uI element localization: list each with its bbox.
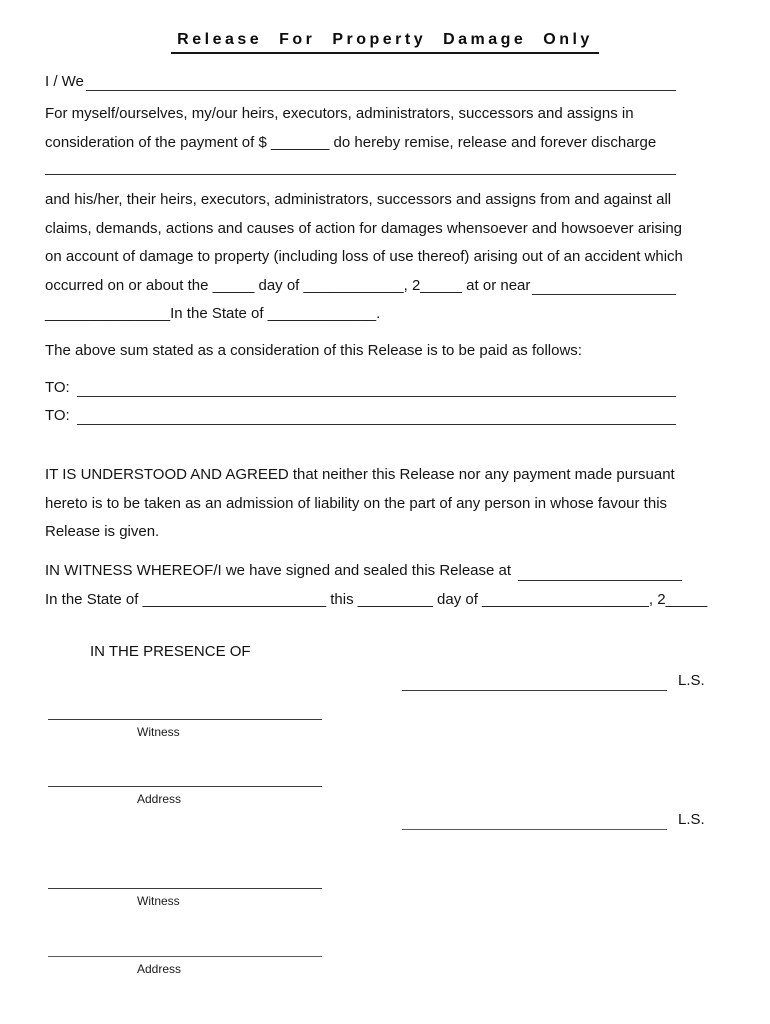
release-at-row <box>45 557 682 586</box>
release-line-4: occurred on or about the _____ day of ____________, 2_____ at or near <box>45 276 531 294</box>
release-place-field[interactable] <box>518 580 682 581</box>
discharged-party-field[interactable] <box>45 174 676 175</box>
agreement-paragraph <box>45 461 745 547</box>
opening-line-1: For myself/ourselves, my/our heirs, executors, administrators, successors and assigns in <box>45 105 634 122</box>
witness-clause <box>45 557 708 614</box>
witness-address-line-1[interactable] <box>48 786 322 787</box>
release-line-1: and his/her, their heirs, executors, administrators, successors and assigns from and against all <box>45 191 672 208</box>
page-title: Release For Property Damage Only <box>171 31 599 54</box>
i-we-row <box>45 74 676 96</box>
witness-clause-line-1: IN WITNESS WHEREOF/I we have signed and sealed this Release at <box>45 562 512 579</box>
presence-heading: IN THE PRESENCE OF <box>90 643 251 660</box>
payee-row-2 <box>45 405 676 430</box>
release-line-3: on account of damage to property (including loss of use thereof) arising out of an accident which <box>45 248 683 265</box>
accident-location-field[interactable] <box>532 294 676 295</box>
ls-label-2: L.S. <box>678 811 705 828</box>
payee-field-2[interactable] <box>77 424 676 425</box>
release-paragraph <box>45 186 683 329</box>
release-line-5: _______________In the State of _____________. <box>45 305 381 322</box>
agreement-line-1: IT IS UNDERSTOOD AND AGREED that neither this Release nor any payment made pursuant <box>45 466 675 483</box>
claimant-name-field[interactable] <box>86 90 676 91</box>
address-label-1: Address <box>137 792 182 806</box>
witness-label-2: Witness <box>137 894 180 908</box>
to-label-2: TO: <box>45 406 70 424</box>
title-wrap <box>0 31 770 54</box>
opening-paragraph <box>45 100 745 157</box>
accident-date-row <box>45 272 676 301</box>
witness-clause-line-2: In the State of ______________________ this _________ day of ____________________, 2_____ <box>45 590 708 608</box>
release-line-2: claims, demands, actions and causes of action for damages whensoever and howsoever arising <box>45 219 683 237</box>
signature-line-2[interactable] <box>402 829 667 830</box>
opening-line-2: consideration of the payment of $ _______ do hereby remise, release and forever discharge <box>45 133 657 151</box>
ls-label-1: L.S. <box>678 672 705 689</box>
agreement-line-2: hereto is to be taken as an admission of liability on the part of any person in whose favour this <box>45 494 668 512</box>
payee-row-1 <box>45 377 676 402</box>
witness-label-1: Witness <box>137 725 180 739</box>
witness-address-line-2[interactable] <box>48 956 322 957</box>
signature-line-1[interactable] <box>402 690 667 691</box>
payee-field-1[interactable] <box>77 396 676 397</box>
witness-signature-line-1[interactable] <box>48 719 322 720</box>
witness-signature-line-2[interactable] <box>48 888 322 889</box>
address-label-2: Address <box>137 962 182 976</box>
consideration-line: The above sum stated as a consideration of this Release is to be paid as follows: <box>45 342 582 359</box>
consideration-paragraph <box>45 337 745 366</box>
to-label-1: TO: <box>45 378 70 396</box>
i-we-label: I / We <box>45 72 84 90</box>
agreement-line-3: Release is given. <box>45 523 160 540</box>
